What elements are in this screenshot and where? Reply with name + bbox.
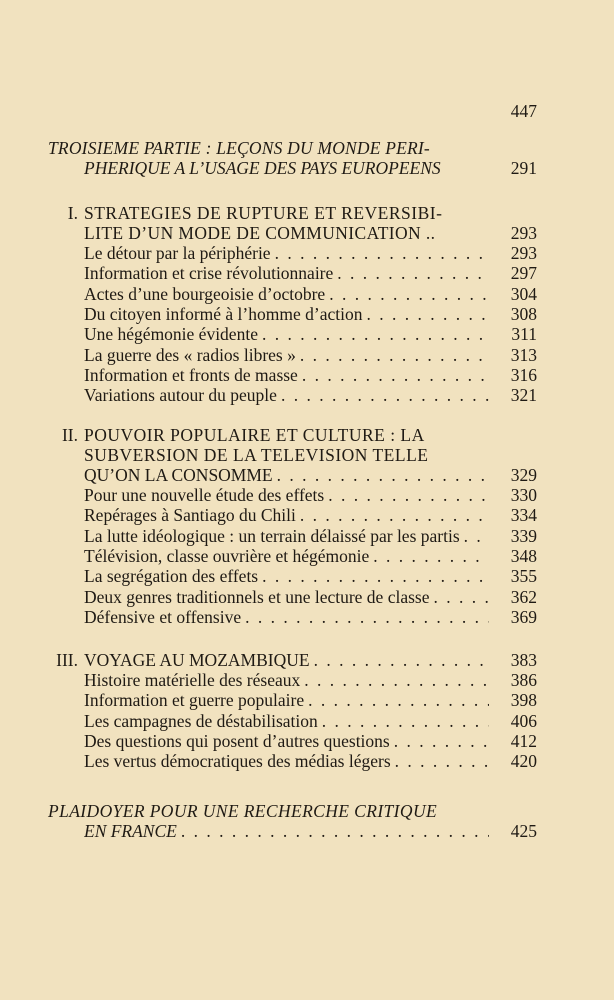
toc-entry: [84, 566, 489, 586]
chapter-3-title-row: [84, 650, 489, 670]
leader-dots: [464, 526, 489, 546]
chapter-1-page: 293: [510, 223, 537, 243]
leader-dots: [262, 324, 489, 344]
toc-entry-page: 398: [510, 690, 537, 711]
leader-dots: [277, 465, 489, 485]
toc-entry-page: 412: [510, 730, 537, 751]
toc-entry-page: 386: [510, 670, 537, 690]
toc-entry: [84, 670, 489, 690]
toc-entry-label: Pour une nouvelle étude des effets: [84, 485, 325, 505]
toc-entry-page: 311: [511, 324, 537, 345]
chapter-2-title-line-1: POUVOIR POPULAIRE ET CULTURE : LA: [84, 425, 425, 445]
toc-entry-label: Deux genres traditionnels et une lecture de classe: [84, 586, 430, 607]
toc-entry-label: Défensive et offensive: [84, 606, 242, 627]
toc-entry-page: 355: [510, 566, 537, 587]
chapter-2-title-line-3: [84, 465, 489, 485]
toc-entry: [84, 385, 489, 405]
toc-entry-label: Information et fronts de masse: [84, 364, 298, 385]
leader-dots: [308, 690, 489, 710]
chapter-2-title-line-3-text: QU’ON LA CONSOMME: [84, 465, 273, 485]
toc-entry-label: Repérages à Santiago du Chili: [84, 505, 296, 526]
toc-entry: [84, 485, 489, 505]
toc-entry-page: 362: [510, 586, 537, 607]
plaidoyer-title-line-1: PLAIDOYER POUR UNE RECHERCHE CRITIQUE: [48, 801, 438, 821]
part-title-line-2: PHERIQUE A L’USAGE DES PAYS EUROPEENS: [84, 158, 441, 178]
toc-entry: [84, 607, 489, 627]
toc-entry: [84, 263, 489, 283]
toc-entry-page: 369: [510, 606, 537, 627]
leader-dots: [314, 650, 489, 670]
toc-entry: [84, 751, 489, 771]
toc-entry: [84, 243, 489, 263]
plaidoyer-page: 425: [510, 821, 537, 841]
leader-dots: [181, 821, 489, 841]
toc-entry-page: 334: [510, 505, 537, 526]
leader-dots: [366, 304, 489, 324]
leader-dots: [337, 263, 489, 283]
toc-entry-page: 293: [510, 243, 537, 263]
toc-entry-page: 339: [510, 525, 537, 546]
toc-entry: [84, 731, 489, 751]
toc-entry: [84, 587, 489, 607]
toc-entry: [84, 345, 489, 365]
part-title-line-1: TROISIEME PARTIE : LEÇONS DU MONDE PERI-: [48, 138, 430, 158]
toc-entry-label: Des questions qui posent d’autres questions: [84, 730, 390, 751]
chapter-2-numeral: II.: [61, 425, 78, 445]
toc-entry-label: Le détour par la périphérie: [84, 243, 271, 263]
toc-entry: [84, 505, 489, 525]
toc-entry: [84, 546, 489, 566]
toc-entry: [84, 526, 489, 546]
chapter-3-numeral: III.: [56, 650, 78, 670]
chapter-1-title-line-1: STRATEGIES DE RUPTURE ET REVERSIBI-: [84, 203, 443, 223]
part-page: 291: [510, 158, 537, 178]
toc-entry-label: Du citoyen informé à l’homme d’action: [84, 303, 363, 324]
toc-entry-page: 313: [510, 344, 537, 365]
toc-entry: [84, 690, 489, 710]
leader-dots: [275, 243, 489, 263]
plaidoyer-title-line-2: [84, 821, 489, 841]
toc-entry-page: 348: [510, 545, 537, 566]
toc-entry: [84, 304, 489, 324]
leader-dots: [328, 485, 489, 505]
toc-entry-page: 420: [510, 751, 537, 772]
toc-entry-label: Les vertus démocratiques des médias légers: [84, 751, 391, 772]
toc-entry: [84, 324, 489, 344]
toc-entry-page: 316: [510, 364, 537, 385]
leader-dots: [329, 284, 489, 304]
toc-entry-page: 308: [510, 303, 537, 324]
chapter-2-title-line-2: SUBVERSION DE LA TELEVISION TELLE: [84, 445, 429, 465]
toc-entry-page: 321: [510, 385, 537, 406]
toc-entry-label: La guerre des « radios libres »: [84, 344, 296, 365]
leader-dots: [281, 385, 489, 405]
toc-entry-page: 330: [510, 485, 537, 505]
toc-entry-label: Histoire matérielle des réseaux: [84, 670, 301, 690]
chapter-3-title: VOYAGE AU MOZAMBIQUE: [84, 650, 310, 670]
page-number: 447: [510, 101, 537, 121]
chapter-3-page: 383: [510, 650, 537, 670]
toc-entry-label: La lutte idéologique : un terrain délaissé par les partis: [84, 525, 460, 546]
toc-entry: [84, 365, 489, 385]
leader-dots: [395, 751, 489, 771]
toc-entry-label: Information et guerre populaire: [84, 690, 305, 711]
toc-entry-label: Télévision, classe ouvrière et hégémonie: [84, 545, 370, 566]
toc-entry-label: Les campagnes de déstabilisation: [84, 710, 318, 731]
leader-dots: [302, 365, 489, 385]
plaidoyer-title-line-2-text: EN FRANCE: [84, 821, 177, 841]
leader-dots: [245, 607, 489, 627]
toc-entry: [84, 284, 489, 304]
leader-dots: [300, 505, 489, 525]
toc-entry-label: Variations autour du peuple: [84, 385, 277, 406]
toc-entry-label: Une hégémonie évidente: [84, 324, 258, 345]
chapter-1-numeral: I.: [67, 203, 78, 223]
leader-dots: [434, 587, 490, 607]
chapter-2-page: 329: [510, 465, 537, 485]
chapter-1-title-line-2: LITE D’UN MODE DE COMMUNICATION ..: [84, 223, 436, 243]
leader-dots: [373, 546, 489, 566]
leader-dots: [304, 670, 489, 690]
toc-entry-page: 297: [510, 263, 537, 284]
leader-dots: [394, 731, 489, 751]
leader-dots: [300, 345, 489, 365]
leader-dots: [322, 711, 489, 731]
toc-entry-label: Actes d’une bourgeoisie d’octobre: [84, 283, 326, 304]
toc-entry-label: Information et crise révolutionnaire: [84, 263, 334, 284]
toc-entry-page: 304: [510, 283, 537, 304]
leader-dots: [262, 566, 489, 586]
toc-entry-label: La segrégation des effets: [84, 566, 259, 587]
toc-entry-page: 406: [510, 710, 537, 731]
toc-entry: [84, 711, 489, 731]
